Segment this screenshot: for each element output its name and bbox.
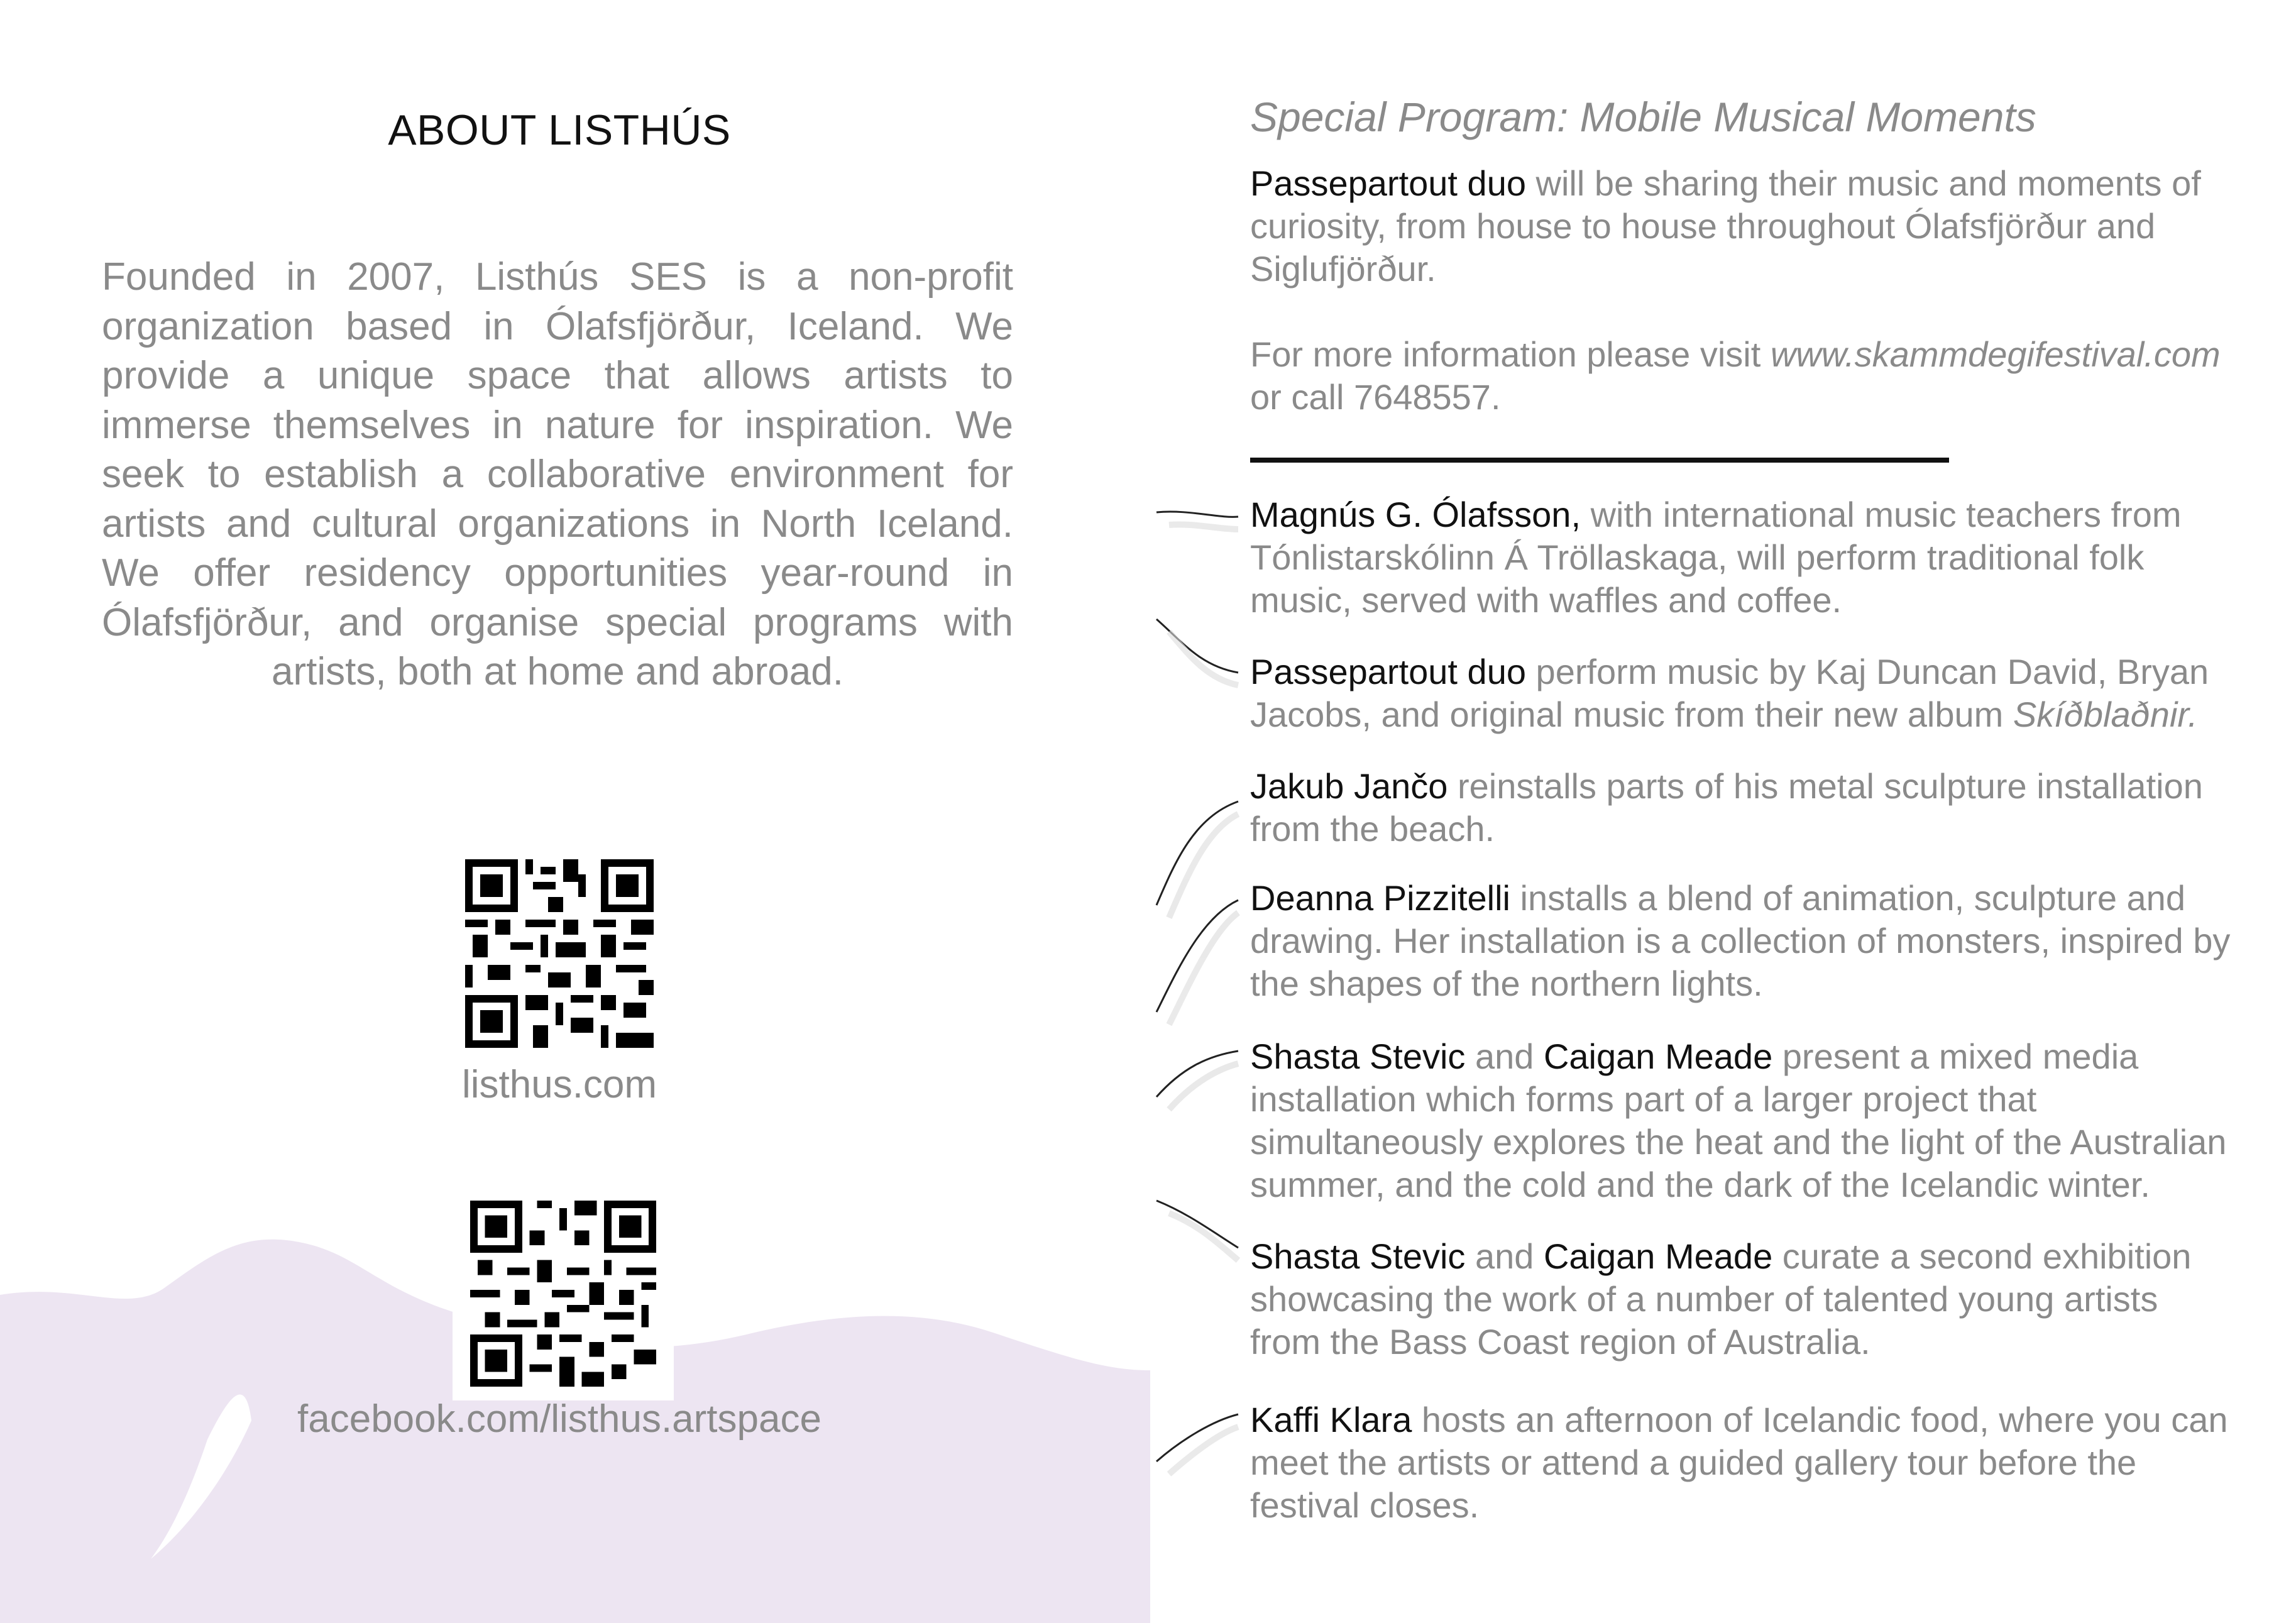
list-item <box>1250 651 2231 736</box>
performer-name: Passepartout duo <box>1250 652 1526 691</box>
performer-name: Shasta Stevic <box>1250 1236 1466 1276</box>
list-item <box>1250 1399 2231 1527</box>
performer-name-2: Caigan Meade <box>1543 1037 1773 1076</box>
info-phone: or call 7648557. <box>1250 377 1501 417</box>
album-title: Skíðblaðnir. <box>2013 695 2198 734</box>
info-prefix: For more information please visit <box>1250 334 1771 374</box>
list-item <box>1250 877 2231 1005</box>
item-description: present a mixed media installation which forms part of a larger project that simultaneously explores the heat and the light of the Australian summer, and the cold and the dark of the Icelandic winter. <box>1250 1037 2227 1204</box>
list-item <box>1250 765 2231 850</box>
item-description: with international music teachers from Tónlistarskólinn Á Tröllaskaga, will perform traditional folk music, served with waffles and coffee. <box>1250 495 2182 620</box>
list-item <box>1250 1235 2231 1363</box>
facebook-qr-code <box>453 1187 674 1400</box>
item-description: curate a second exhibition showcasing the work of a number of talented young artists from the Bass Coast region of Australia. <box>1250 1236 2192 1362</box>
info-text <box>1250 333 2231 419</box>
section-divider <box>1250 458 1949 463</box>
special-program-description <box>1250 162 2231 290</box>
item-description: installs a blend of animation, sculpture and drawing. Her installation is a collection of monsters, inspired by the shapes of the northern lights. <box>1250 878 2231 1003</box>
performer-name: Magnús G. Ólafsson, <box>1250 495 1581 534</box>
conjunction: and <box>1465 1037 1544 1076</box>
program-panel <box>1150 0 2296 1623</box>
about-title: ABOUT LISTHÚS <box>388 106 731 154</box>
performer-name: Shasta Stevic <box>1250 1037 1466 1076</box>
facebook-link[interactable]: facebook.com/listhus.artspace <box>297 1397 821 1441</box>
conjunction: and <box>1465 1236 1544 1276</box>
performer-name: Kaffi Klara <box>1250 1400 1412 1439</box>
festival-website-link[interactable]: www.skammdegifestival.com <box>1770 334 2221 374</box>
website-qr-code <box>465 859 654 1048</box>
item-description: perform music by Kaj Duncan David, Bryan Jacobs, and original music from their new album <box>1250 652 2209 734</box>
item-description: hosts an afternoon of Icelandic food, where you can meet the artists or attend a guided gallery tour before the festival closes. <box>1250 1400 2228 1525</box>
list-item <box>1250 1035 2231 1206</box>
performer-name-2: Caigan Meade <box>1543 1236 1773 1276</box>
special-program-title: Special Program: Mobile Musical Moments <box>1250 94 2036 140</box>
performer-name: Deanna Pizzitelli <box>1250 878 1510 918</box>
item-description: reinstalls parts of his metal sculpture installation from the beach. <box>1250 766 2203 849</box>
website-link[interactable]: listhus.com <box>461 1063 657 1106</box>
description-text: will be sharing their music and moments of curiosity, from house to house throughout Ólafsfjörður and Siglufjörður. <box>1250 163 2201 289</box>
about-body: Founded in 2007, Listhús SES is a non-profit organization based in Ólafsfjörður, Iceland. We provide a unique space that allows artists to immerse themselves in nature for inspiration. We seek to establish a collaborative environment for artists and cultural organizations in North Iceland. We offer residency opportunities year-round in Ólafsfjörður, and organise special programs with artists, both at home and abroad. <box>102 255 1013 693</box>
list-item <box>1250 493 2231 622</box>
performer-name: Passepartout duo <box>1250 163 1526 203</box>
performer-name: Jakub Jančo <box>1250 766 1448 806</box>
